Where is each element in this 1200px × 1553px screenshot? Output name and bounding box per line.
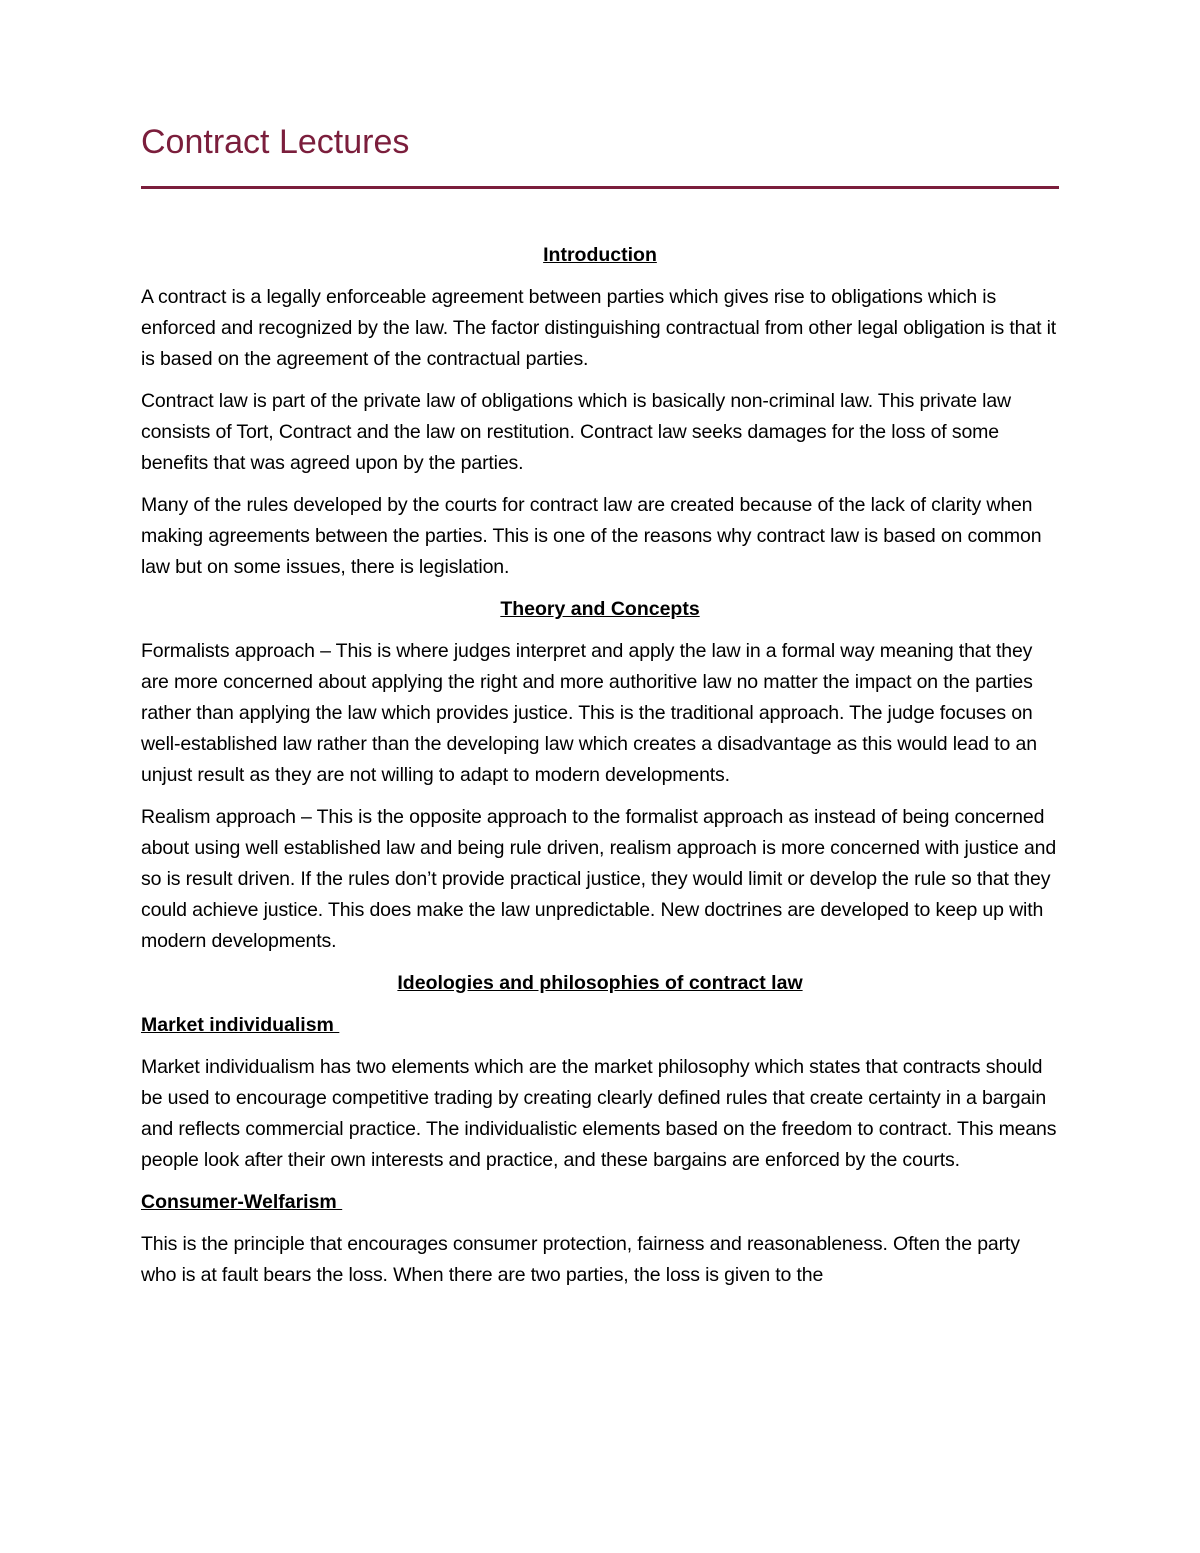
heading-ideologies: Ideologies and philosophies of contract law <box>397 972 803 994</box>
heading-theory-and-concepts: Theory and Concepts <box>500 598 700 620</box>
paragraph-introduction-2: Contract law is part of the private law of obligations which is basically non-criminal law. This private law consists of Tort, Contract and the law on restitution. Contract law seeks damages for the loss of some benefits that was agreed upon by the parties. <box>141 390 1011 474</box>
subheading-market-individualism: Market individualism <box>141 1014 340 1036</box>
paragraph-market-individualism: Market individualism has two elements which are the market philosophy which states that contracts should be used to encourage competitive trading by creating clearly defined rules that create certainty in a bargain and reflects commercial practice. The individualistic elements based on the freedom to contract. This means people look after their own interests and practice, and these bargains are enforced by the courts. <box>141 1056 1057 1171</box>
document-body <box>141 240 1059 1302</box>
paragraph-introduction-3: Many of the rules developed by the courts for contract law are created because of the lack of clarity when making agreements between the parties. This is one of the reasons why contract law is based on common law but on some issues, there is legislation. <box>141 494 1042 578</box>
title-divider <box>141 186 1059 189</box>
paragraph-consumer-welfarism: This is the principle that encourages consumer protection, fairness and reasonableness. Often the party who is at fault bears the loss. When there are two parties, the loss is given to the <box>141 1233 1020 1286</box>
document-title: Contract Lectures <box>141 123 410 161</box>
subheading-consumer-welfarism: Consumer-Welfarism <box>141 1191 343 1213</box>
paragraph-introduction-1: A contract is a legally enforceable agreement between parties which gives rise to obligations which is enforced and recognized by the law. The factor distinguishing contractual from other legal obligation is that it is based on the agreement of the contractual parties. <box>141 286 1057 370</box>
heading-introduction: Introduction <box>543 244 657 266</box>
paragraph-realism-approach: Realism approach – This is the opposite approach to the formalist approach as instead of being concerned about using well established law and being rule driven, realism approach is more concerned with justice and so is result driven. If the rules don’t provide practical justice, they would limit or develop the rule so that they could achieve justice. This does make the law unpredictable. New doctrines are developed to keep up with modern developments. <box>141 806 1057 952</box>
paragraph-formalists-approach: Formalists approach – This is where judges interpret and apply the law in a formal way meaning that they are more concerned about applying the right and more authoritive law no matter the impact on the parties rather than applying the law which provides justice. This is the traditional approach. The judge focuses on well-established law rather than the developing law which creates a disadvantage as this would lead to an unjust result as they are not willing to adapt to modern developments. <box>141 640 1037 786</box>
